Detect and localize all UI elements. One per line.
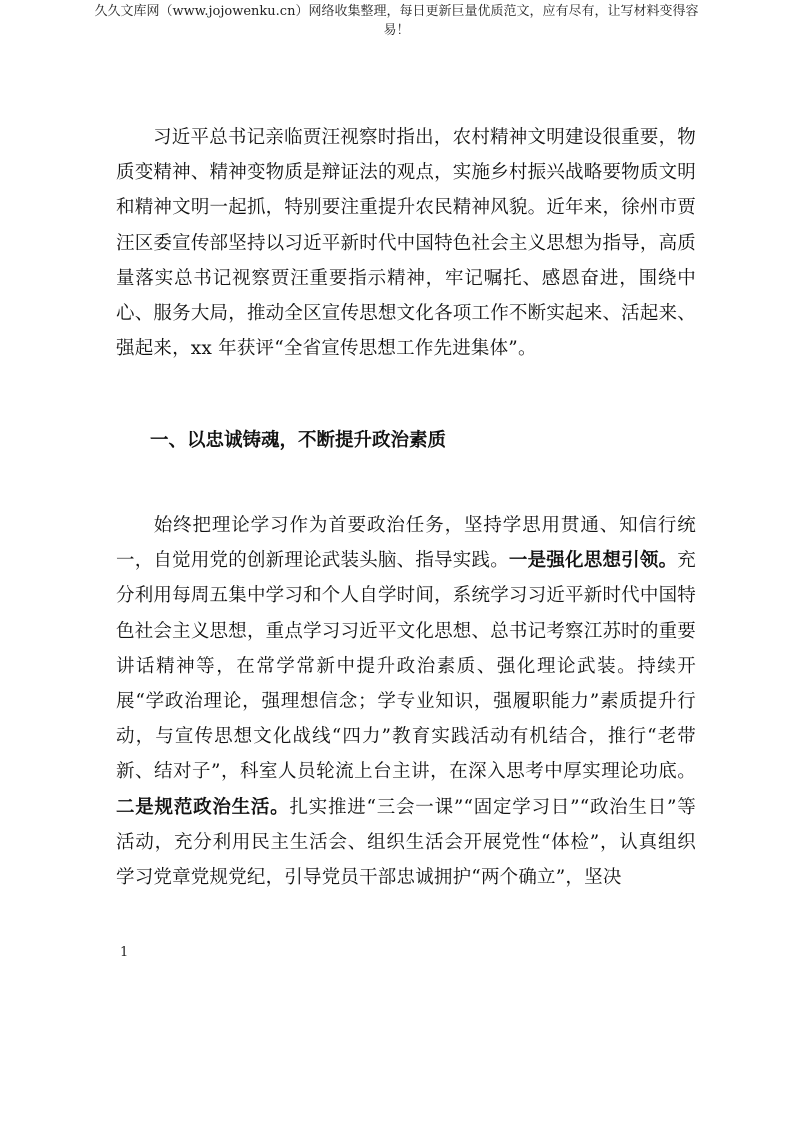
intro-text: 习近平总书记亲临贾汪视察时指出，农村精神文明建设很重要，物质变精神、精神变物质是辩证法的观点，实施乡村振兴战略要物质文明和精神文明一起抓，特别要注重提升农民精神风貌。近年来，徐州市贾汪区委宣传部坚持以习近平新时代中国特色社会主义思想为指导，高质量落实总书记视察贾汪重要指示精神，牢记嘱托、感恩奋进，围绕中心、服务大局，推动全区宣传思想文化各项工作不断实起来、活起来、强起来，xx 年获评“全省宣传思想工作先进集体”。 [116, 127, 696, 360]
intro-paragraph [116, 120, 696, 366]
page-number: 1 [120, 945, 129, 960]
paragraph-text: 扎实推进“三会一课”“固定学习日”“政治生日”等活动，充分利用民主生活会、组织生活会开展党性“体检”，认真组织学习党章党规党纪，引导党员干部忠诚拥护“两个确立”，坚决 [116, 796, 696, 889]
section-paragraph [116, 508, 696, 895]
paragraph-text: 充分利用每周五集中学习和个人自学时间，系统学习习近平新时代中国特色社会主义思想，重点学习习近平文化思想、总书记考察江苏时的重要讲话精神等，在常学常新中提升政治素质、强化理论武装。持续开展“学政治理论，强理想信念；学专业知识，强履职能力”素质提升行动，与宣传思想文化战线“四力”教育实践活动有机结合，推行“老带新、结对子”，科室人员轮流上台主讲，在深入思考中厚实理论功底。 [116, 550, 696, 783]
source-header-note: 久久文库网（www.jojowenku.cn）网络收集整理，每日更新巨量优质范文，应有尽有，让写材料变得容易！ [94, 4, 699, 38]
paragraph-text: 始终把理论学习作为首要政治任务，坚持学思用贯通、知信行统一，自觉用党的创新理论武装头脑、指导实践。 [116, 515, 696, 572]
section-heading: 一、以忠诚铸魂，不断提升政治素质 [150, 430, 447, 451]
bold-subheading-1: 一是强化思想引领。 [508, 550, 678, 572]
bold-subheading-2: 二是规范政治生活。 [116, 796, 290, 818]
